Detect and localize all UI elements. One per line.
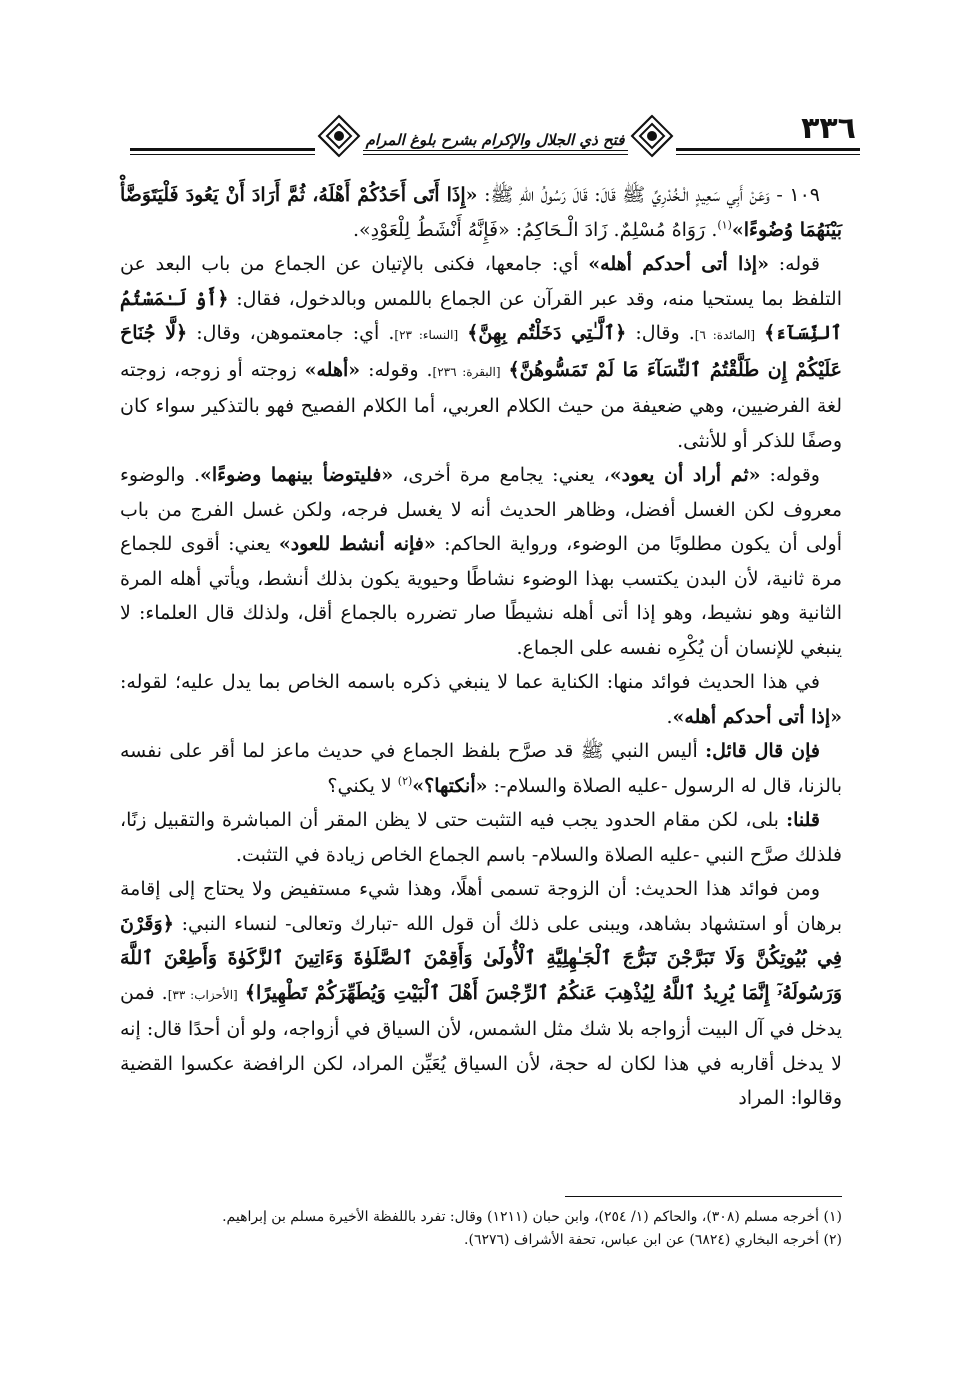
lead-phrase: قلنا: (786, 809, 820, 831)
quran-verse: ﴿أَوْ لَـٰمَسْتُمُ ٱلنِّسَآءَ﴾ (120, 287, 843, 344)
lead-phrase: فإن قال قائل: (705, 740, 820, 762)
footnote-marker-1: (١) (717, 218, 732, 232)
paragraph-3 (120, 665, 842, 734)
text-run: . والوضوء معروف لكن الغسل أفضل، وظاهر الحديث أنه لا يغسل فرجه، ولكن غسل الفرج من باب أولى أن يكون مطلوبًا من الوضوء، ورواية الحاكم: (120, 464, 843, 555)
verse-reference: [النساء: ٢٣] (394, 328, 459, 342)
body-text (120, 178, 842, 1116)
text-run: قوله: (778, 253, 821, 275)
page-number: ٣٣٦ (797, 112, 860, 146)
hadith-text: «إِذَا أَتَى أَحَدُكُمْ أَهْلَهُ، ثُمَّ أَرَادَ أَنْ يَعُودَ فَلْيَتَوَضَّأْ بَيْنَهُمَا وُضُوءًا» (120, 184, 842, 241)
quoted-phrase: «إذا أتى أحدكم أهله» (588, 253, 769, 275)
text-run: زوجته أو زوجه، زوجته لغة الفرضيين، وهي ضعيفة من حيث الكلام العربي، أما الكلام الفصيح فهو بالتذكير سواء كان وصفًا للذكر أو للأنثى. (120, 358, 842, 452)
ornament-right-icon (628, 112, 676, 160)
text-run: . أي: جامعتموهن، وقال: (196, 322, 395, 344)
text-run: أي: جامعها، فكنى بالإتيان عن الجماع من باب البعد عن التلفظ بما يستحيا منه، وقد عبر القرآن عن الجماع باللمس وبالدخول، فقال: (120, 253, 842, 310)
paragraph-2 (120, 458, 842, 665)
quoted-phrase: «فإنه أنشط للعود» (278, 533, 436, 555)
quoted-phrase: «إذا أتى أحدكم أهله» (672, 705, 842, 728)
footnote-2: (٢) أخرجه البخاري (٦٨٢٤) عن ابن عباس، تحفة الأشراف (٦٢٧٦). (464, 1232, 842, 1248)
running-title: فتح ذي الجلال والإكرام بشرح بلوغ المرام (360, 130, 630, 150)
paragraph-1 (120, 247, 842, 458)
verse-reference: [الأحزاب: ٣٣] (167, 987, 238, 1002)
text-run: في هذا الحديث فوائد منها: الكناية عما لا ينبغي ذكره باسمه الخاص بما يدل عليه؛ لقوله: (120, 671, 820, 693)
paragraph-4 (120, 734, 842, 803)
quoted-phrase: «ثم أراد أن يعود» (609, 464, 761, 486)
text-run: . وقال: (635, 322, 695, 344)
text-run: لا يكني؟ (327, 774, 392, 797)
text-run: يعني: أقوى للجماع مرة ثانية، لأن البدن يكتسب بهذا الوضوء نشاطًا وحيوية يكون بذلك أنشط، ويأتي أهله المرة الثانية وهو نشيط، وهو إذا أتى أهله نشيطًا صار تضرره بالجماع أقل، ولذلك قال العلماء: لا ينبغي للإنسان أن يُكْرِه نفسه على الجماع. (120, 533, 842, 659)
hadith-paragraph (120, 178, 842, 247)
text-run: ومن فوائد هذا الحديث: أن الزوجة تسمى أهلًا، وهذا شيء مستفيض ولا يحتاج إلى إقامة برهان أو استشهاد بشاهد، ويبنى على ذلك أن قول الله -تبارك وتعالى- لنساء النبي: (120, 878, 842, 935)
text-run: ، يعني: يجامع مرة أخرى، (402, 464, 610, 486)
footnotes (120, 1206, 842, 1252)
ornament-left-icon (315, 112, 363, 160)
quoted-phrase: «أنكتها؟» (412, 774, 488, 797)
text-run: وقوله: (769, 464, 820, 486)
footnote-1: (١) أخرجه مسلم (٣٠٨)، والحاكم (١/ ٢٥٤)، وابن حبان (١٢١١) وقال: تفرد باللفظة الأخيرة مسلم بن إبراهيم. (222, 1209, 842, 1225)
paragraph-5 (120, 803, 842, 872)
header-rule-thin (130, 154, 860, 155)
text-run: بلى، لكن مقام الحدود يجب فيه التثبت حتى لا يظن المقر أن المباشرة والتقبيل زنًا، فلذلك صرَّح النبي -عليه الصلاة والسلام- باسم الجماع الخاص زيادة في التثبت. (120, 809, 842, 866)
verse-reference: [المائدة: ٦] (694, 328, 755, 342)
quran-verse: ﴿وَقَرْنَ فِي بُيُوتِكُنَّ وَلَا تَبَرَّجْنَ تَبَرُّجَ ٱلْجَـٰهِلِيَّةِ ٱلْأُولَىٰ وَأَقِمْنَ ٱلصَّلَوٰةَ وَءَاتِينَ ٱلزَّكَوٰةَ وَأَطِعْنَ ٱللَّهَ وَرَسُولَهُۥٓ إِنَّمَا يُرِيدُ ٱللَّهُ لِيُذْهِبَ عَنكُمُ ٱلرِّجْسَ أَهْلَ ٱلْبَيْتِ وَيُطَهِّرَكُمْ تَطْهِيرًا﴾ (120, 912, 842, 1004)
quoted-phrase: «فليتوضأ بينهما وضوءًا» (200, 464, 394, 486)
paragraph-6 (120, 872, 842, 1116)
quoted-phrase: «أهله» (304, 358, 361, 381)
verse-reference: [البقرة: ٢٣٦] (432, 364, 501, 379)
text-run: أليس النبي ﷺ قد صرَّح بلفظ الجماع في حديث ماعز لما أقر على نفسه بالزنا، قال له الرسول -عليه الصلاة والسلام-: (120, 740, 842, 797)
page-header (130, 112, 860, 172)
footnote-separator (565, 1196, 842, 1197)
text-run: . وقوله: (368, 358, 433, 381)
hadith-source: . رَوَاهُ مُسْلِمٌ. زَادَ الْـحَاكِمُ: «فَإِنَّهُ أَنْشَطُ لِلْعَوْدِ». (352, 218, 718, 241)
quran-verse: ﴿ٱلَّـٰتِي دَخَلْتُم بِهِنَّ﴾ (467, 322, 627, 344)
footnote-marker-2: (٢) (397, 774, 413, 788)
text-run: . (666, 705, 673, 728)
hadith-intro: ١٠٩ - وَعَنْ أَبِي سَعِيدٍ الْـخُدْرِيِّ ﷺ قَالَ: قَالَ رَسُولُ اللهِ ﷺ: (484, 184, 821, 206)
text-run: . فمن يدخل في آل البيت أزواجه بلا شك مثل الشمس، لأن السياق في أزواجه، ولو أن أحدًا قال: إنه لا يدخل أقاربه في هذا لكان له حجة، لأن السياق يُعَيِّن المراد، لكن الرافضة عكسوا القضية وقالوا: المراد (120, 981, 842, 1109)
quran-verse: ﴿لَّا جُنَاحَ عَلَيْكُمْ إِن طَلَّقْتُمُ ٱلنِّسَآءَ مَا لَمْ تَمَسُّوهُنَّ﴾ (120, 322, 843, 381)
